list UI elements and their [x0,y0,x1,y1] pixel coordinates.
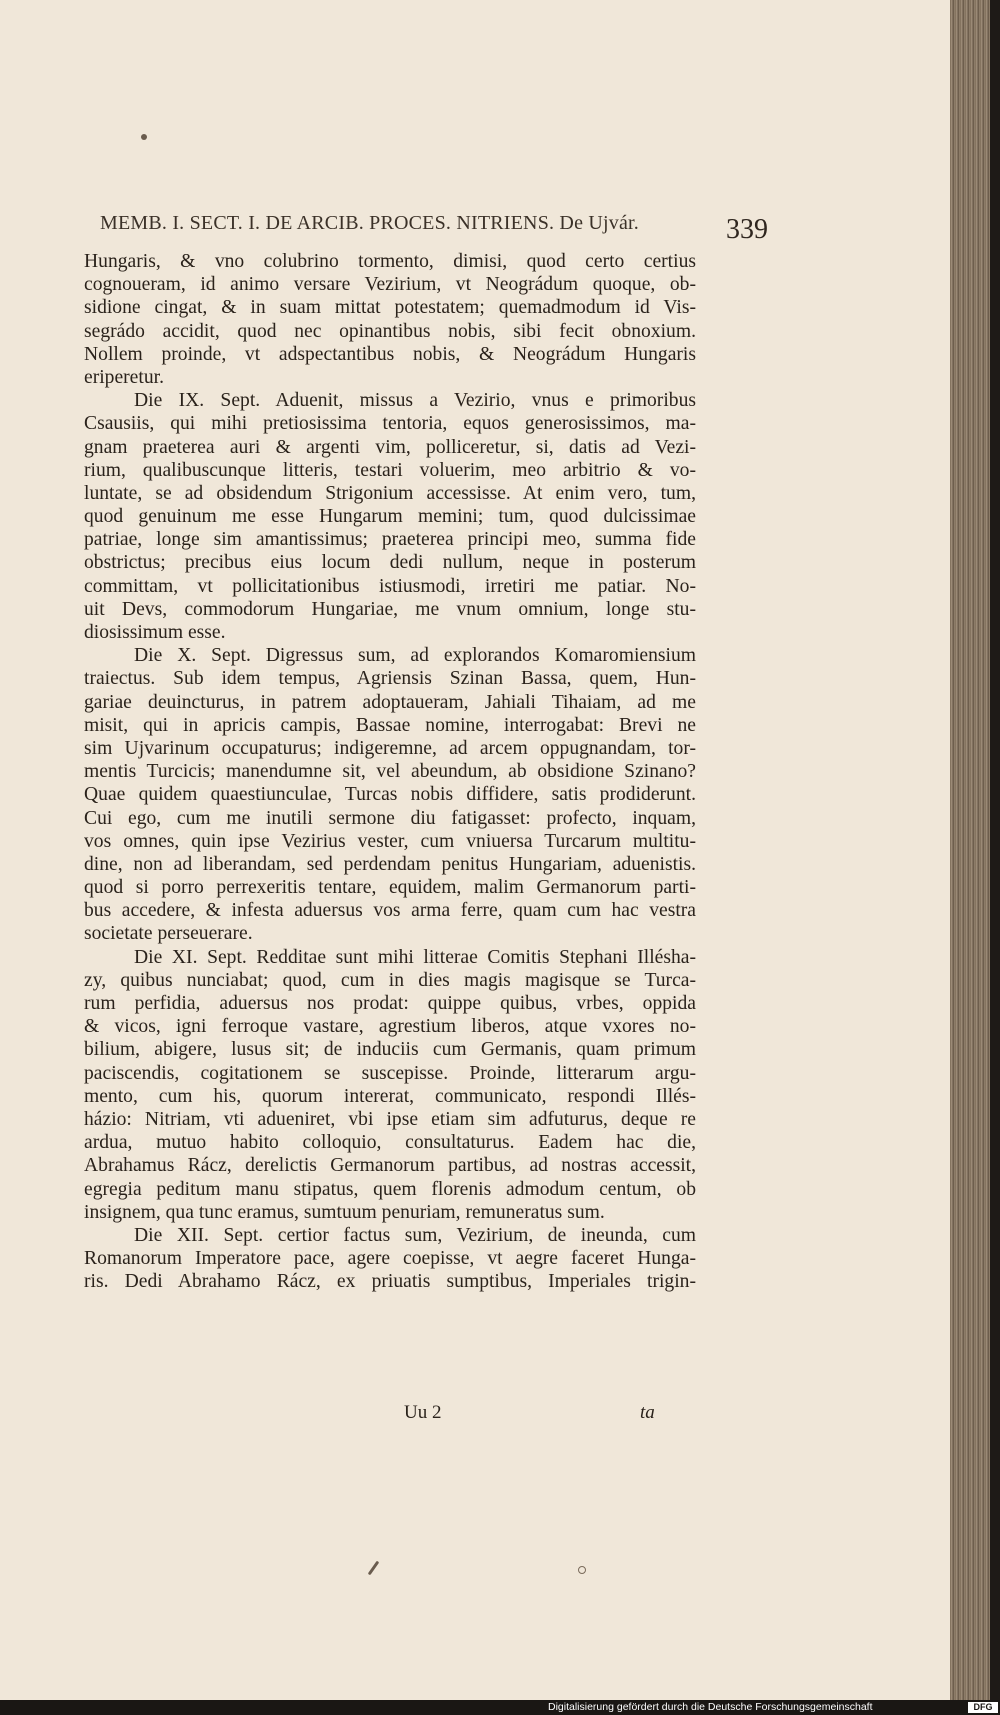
text-line: societate perseuerare. [84,923,253,945]
text-line: segrádo accidit, quod nec opinantibus nobis, sibi fecit obnoxium. [84,320,696,342]
text-line: Die X. Sept. Digressus sum, ad explorandos Komaromiensium [134,645,696,667]
text-line: zy, quibus nunciabat; quod, cum in dies magis magisque se Turca- [84,969,696,991]
text-line: gnam praeterea auri & argenti vim, polliceretur, si, datis ad Vezi- [84,436,696,458]
text-line: quod genuinum me esse Hungarum memini; tum, quod dulcissimae [84,506,696,528]
text-line: Csausiis, qui mihi pretiosissima tentoria, equos generosissimos, ma- [84,413,696,435]
text-line: gariae deuincturus, in patrem adoptaueram, Jahiali Tihaiam, ad me [84,691,696,713]
text-line: vos omnes, quin ipse Vezirius vester, cum vniuersa Turcarum multitu- [84,830,696,852]
text-line: mentis Turcicis; manendumne sit, vel abeundum, ab obsidione Szinano? [84,761,696,783]
text-line: diosissimum esse. [84,622,226,643]
text-line: & vicos, igni ferroque vastare, agrestium liberos, atque vxores no- [84,1016,696,1038]
text-line: rum perfidia, aduersus nos prodat: quippe quibus, vrbes, oppida [84,993,696,1014]
text-line: Die XI. Sept. Redditae sunt mihi litterae Comitis Stephani Illésha- [134,946,696,968]
text-line: cognoueram, id animo versare Vezirium, vt Neográdum quoque, ob- [84,274,696,296]
text-line: Die XII. Sept. certior factus sum, Vezirium, de ineunda, cum [134,1224,696,1246]
running-title: MEMB. I. SECT. I. DE ARCIB. PROCES. NITRIENS. De Ujvár. [100,212,639,234]
text-line: quod si porro perrexeritis tentare, equidem, malim Germanorum parti- [84,877,696,899]
text-line: uit Devs, commodorum Hungariae, me vnum omnium, longe stu- [84,598,696,620]
body-text [84,250,696,1293]
text-line: házio: Nitriam, vti adueniret, vbi ipse etiam sim adfuturus, deque re [84,1108,696,1130]
text-line: rium, qualibuscunque litteris, testari voluerim, meo arbitrio & vo- [84,459,696,481]
paragraph [84,946,696,1224]
digitization-credit: Digitalisierung gefördert durch die Deutsche Forschungsgemeinschaft [548,1701,873,1713]
text-line: committam, vt pollicitationibus istiusmodi, irretiri me patiar. No- [84,575,696,597]
dfg-logo: DFG [968,1702,998,1713]
text-line: bus accedere, & infesta aduersus vos arma ferre, quam cum hac vestra [84,900,696,922]
text-line: obstrictus; precibus eius locum dedi nullum, neque in posterum [84,552,696,574]
text-line: Romanorum Imperatore pace, agere coepisse, vt aegre faceret Hunga- [84,1248,696,1270]
page-number: 339 [726,214,768,245]
text-line: traiectus. Sub idem tempus, Agriensis Szinan Bassa, quem, Hun- [84,668,696,690]
text-line: Abrahamus Rácz, derelictis Germanorum partibus, ad nostras accessit, [84,1155,696,1177]
signature-line [404,1402,655,1424]
text-line: sim Ujvarinum occupaturus; indigeremne, ad arcem oppugnandam, tor- [84,737,696,759]
paragraph [84,250,696,389]
paragraph [84,389,696,644]
paper-speck [578,1566,586,1574]
text-line: Quae quidem quaestiunculae, Turcas nobis diffidere, satis prodiderunt. [84,784,696,806]
text-line: patriae, longe sim amantissimus; praeterea principi meo, summa fide [84,529,696,551]
text-line: bilium, abigere, lusus sit; de induciis cum Germanis, quam primum [84,1039,696,1061]
text-line: ris. Dedi Abrahamo Rácz, ex priuatis sumptibus, Imperiales trigin- [84,1271,696,1293]
text-line: egregia peditum manu stipatus, quem florenis admodum centum, ob [84,1178,696,1200]
paragraph [84,644,696,945]
text-line: luntate, se ad obsidendum Strigonium accessisse. At enim vero, tum, [84,482,696,504]
page-edges [950,0,990,1700]
text-line: sidione cingat, & in suam mittat potestatem; quemadmodum id Vis- [84,297,696,319]
text-line: Cui ego, cum me inutili sermone diu fatigasset: profecto, inquam, [84,807,696,829]
text-line: mento, cum his, quorum intererat, communicato, respondi Illés- [84,1085,696,1107]
text-line: ardua, mutuo habito colloquio, consultaturus. Eadem hac die, [84,1132,696,1154]
text-line: Die IX. Sept. Aduenit, missus a Vezirio, vnus e primoribus [134,390,696,412]
text-line: dine, non ad liberandam, sed perdendam penitus Hungariam, aduenistis. [84,853,696,875]
catchword: ta [640,1402,655,1423]
text-line: Nollem proinde, vt adspectantibus nobis, & Neográdum Hungaris [84,343,696,365]
text-line: eriperetur. [84,366,164,388]
signature-mark: Uu 2 [404,1402,442,1423]
paragraph [84,1224,696,1294]
text-line: Hungaris, & vno colubrino tormento, dimisi, quod certo certius [84,251,696,272]
text-line: misit, qui in apricis campis, Bassae nomine, interrogabat: Brevi ne [84,714,696,736]
text-line: insignem, qua tunc eramus, sumtuum penuriam, remuneratus sum. [84,1201,605,1223]
paper-speck [141,134,147,140]
text-line: paciscendis, cogitationem se suscepisse. Proinde, litterarum argu- [84,1062,696,1084]
